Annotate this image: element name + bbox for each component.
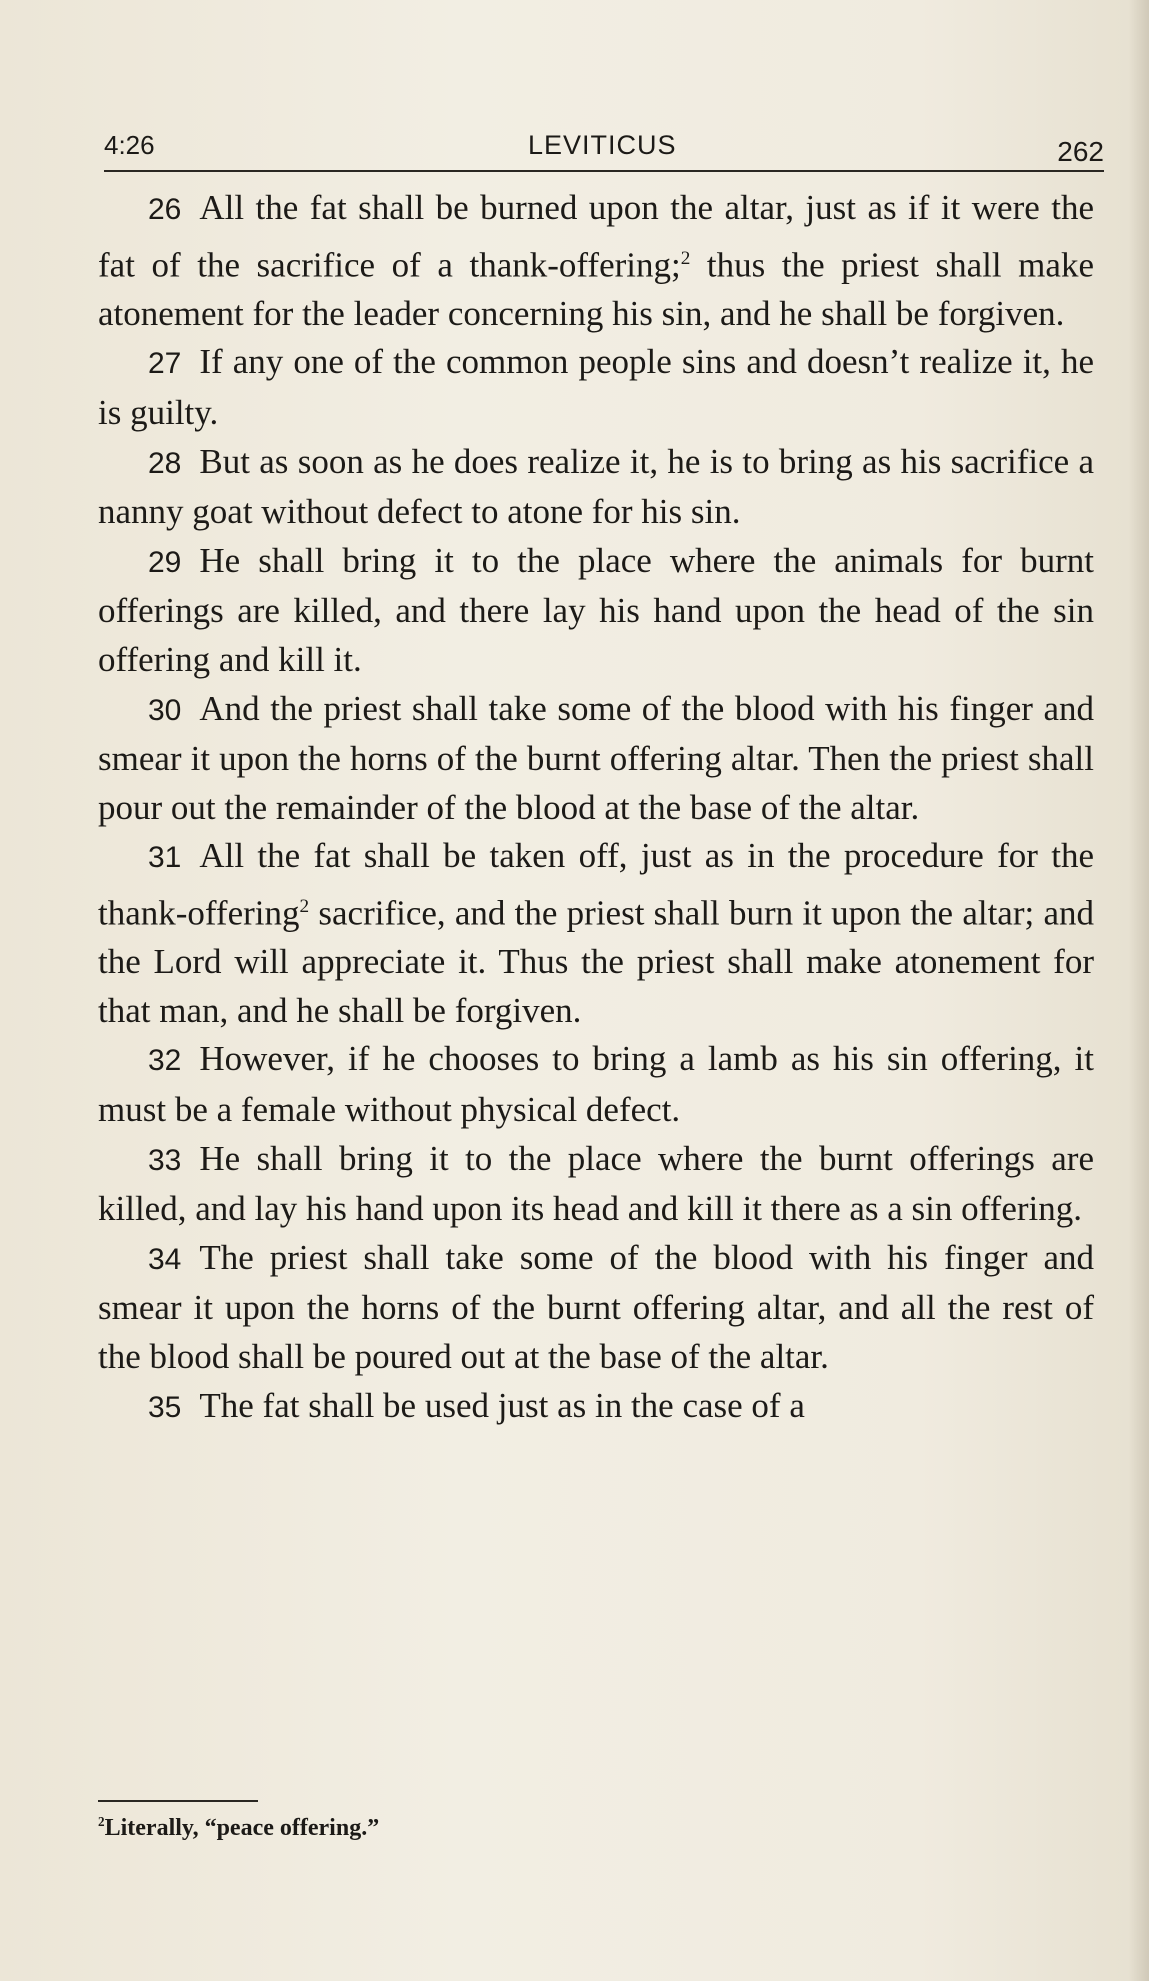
verse-number: 34	[148, 1242, 182, 1276]
footnote-text: Literally, “peace offering.”	[104, 1815, 380, 1841]
verse-28	[98, 438, 1094, 537]
verse-34	[98, 1234, 1094, 1382]
verse-26	[98, 184, 1094, 338]
footnote-rule	[98, 1800, 258, 1802]
running-header	[104, 128, 1104, 172]
verse-text: All the fat shall be burned upon the altar, just as if it were the fat of the sacrifice of a thank-offering;	[98, 188, 1094, 285]
verse-text: However, if he chooses to bring a lamb as his sin offering, it must be a female without physical defect.	[98, 1039, 1094, 1129]
verse-text: All the fat shall be taken off, just as in the procedure for the thank-offering	[98, 836, 1094, 933]
chapter-reference: 4:26	[104, 130, 155, 160]
verse-number: 27	[148, 347, 182, 381]
book-title: LEVITICUS	[528, 130, 677, 160]
verse-number: 35	[148, 1390, 182, 1424]
verse-number: 31	[148, 841, 182, 875]
verse-number: 26	[148, 193, 182, 226]
verse-text: If any one of the common people sins and doesn’t realize it, he is guilty.	[98, 342, 1094, 433]
verse-text-continued: sacrifice, and the priest shall burn it upon the altar; and the Lord will appreciate it. Thus the priest shall make atonement for that man, and he shall be forgiven.	[98, 893, 1094, 1030]
verse-number: 28	[148, 446, 182, 480]
footnote	[98, 1814, 379, 1842]
verse-number: 32	[148, 1044, 182, 1078]
verse-text: And the priest shall take some of the blood with his finger and smear it upon the horns of the burnt offering altar. Then the priest shall pour out the remainder of the blood at the base of the altar.	[98, 688, 1094, 827]
verse-27	[98, 338, 1094, 437]
verse-31	[98, 832, 1094, 1035]
header-rule	[104, 170, 1104, 172]
verse-text: The priest shall take some of the blood with his finger and smear it upon the horns of the burnt offering altar, and all the rest of the blood shall be poured out at the base of the altar.	[98, 1237, 1094, 1376]
verse-number: 29	[148, 545, 182, 579]
verse-number: 33	[148, 1143, 182, 1177]
verse-number: 30	[148, 693, 182, 727]
footnote-marker: 2	[299, 895, 310, 917]
verse-text: The fat shall be used just as in the case of a	[199, 1385, 805, 1425]
verse-29	[98, 537, 1094, 685]
verse-text-continued: thus the priest shall make atonement for the leader concerning his sin, and he shall be forgiven.	[98, 245, 1094, 333]
page-number: 262	[1057, 136, 1104, 167]
footnote-number: 2	[98, 1814, 105, 1829]
verse-text: But as soon as he does realize it, he is to bring as his sacrifice a nanny goat without defect to atone for his sin.	[98, 441, 1094, 532]
verse-text: He shall bring it to the place where the burnt offerings are killed, and lay his hand upon its head and kill it there as a sin offering.	[98, 1138, 1094, 1229]
page-edge-shadow	[1129, 0, 1149, 1981]
verse-32	[98, 1035, 1094, 1134]
footnote-marker: 2	[680, 247, 691, 269]
verse-33	[98, 1135, 1094, 1234]
verse-30	[98, 685, 1094, 833]
verse-35	[98, 1382, 1094, 1433]
scripture-text	[98, 184, 1094, 1432]
verse-text: He shall bring it to the place where the animals for burnt offerings are killed, and there lay his hand upon the head of the sin offering and kill it.	[98, 540, 1094, 679]
